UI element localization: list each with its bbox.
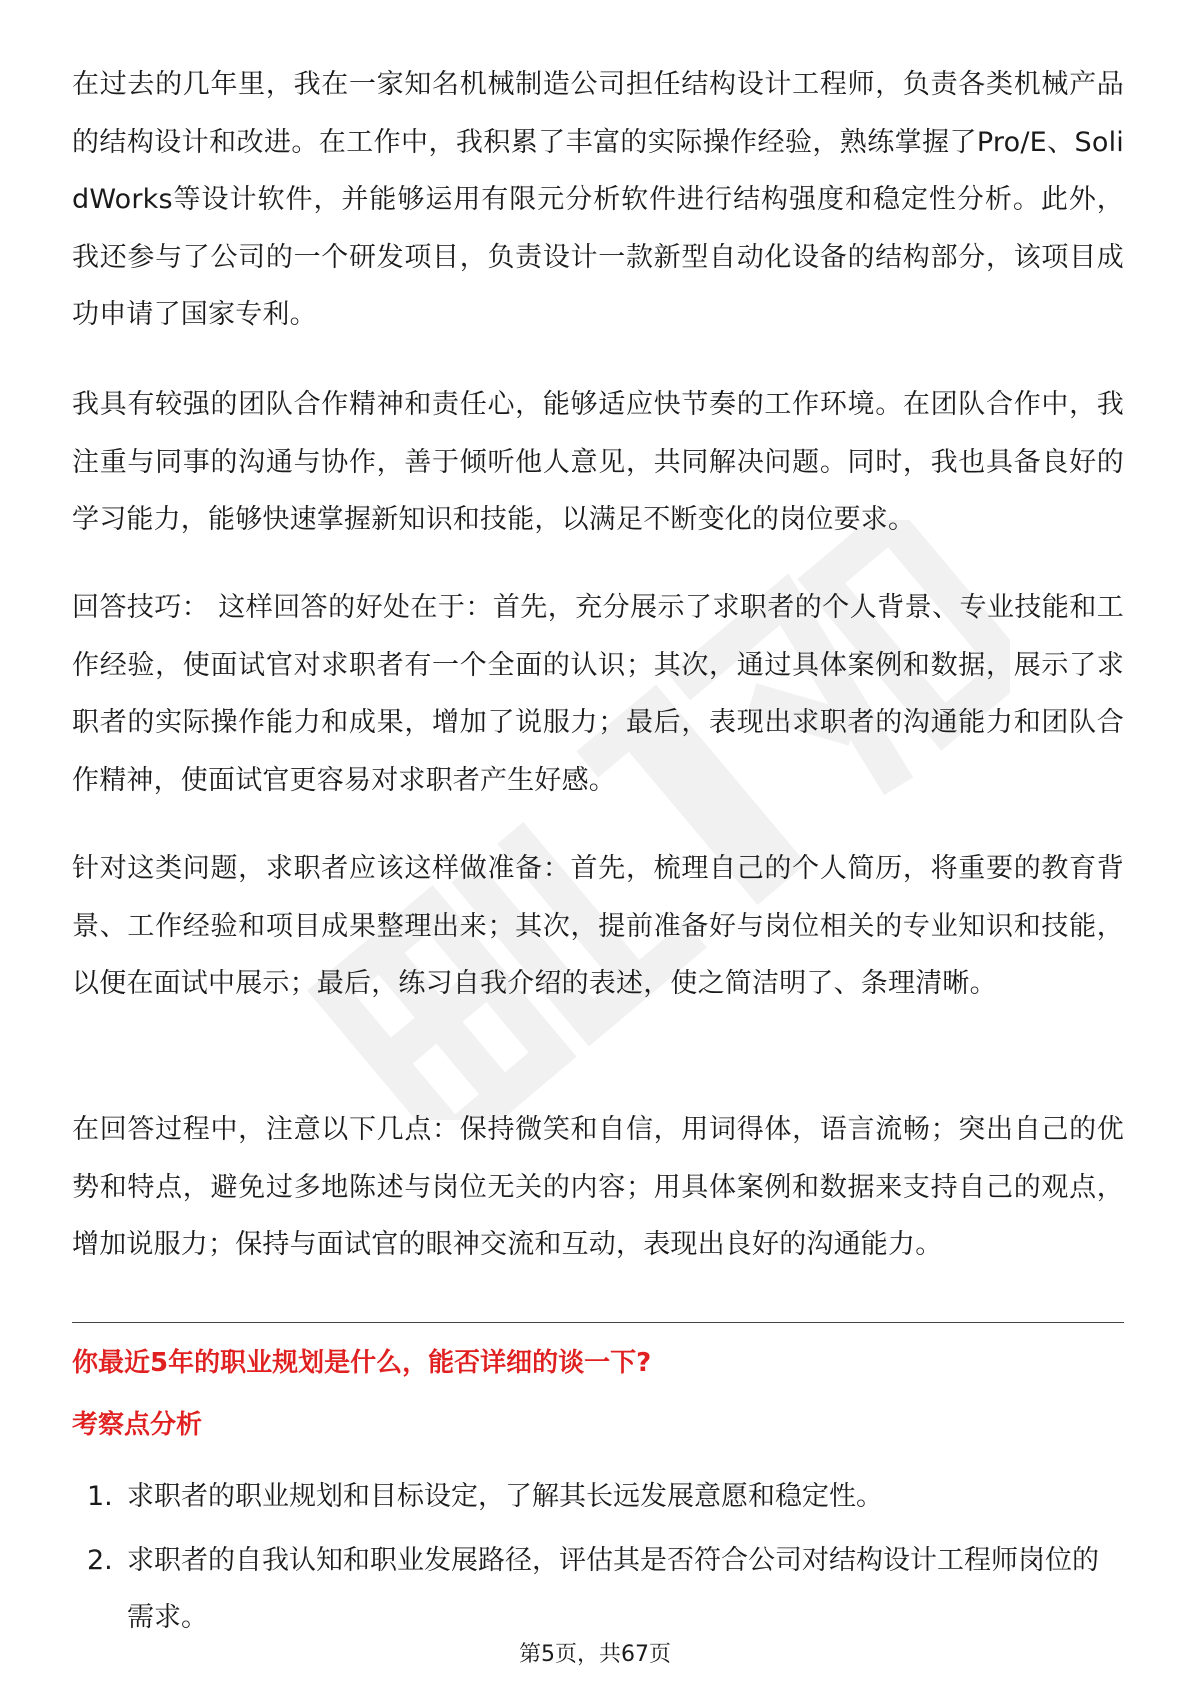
section-divider [72, 1322, 1124, 1323]
list-item-number: 2. [87, 1545, 113, 1576]
list-item [72, 1468, 1124, 1525]
analysis-list [72, 1468, 1124, 1653]
paragraph-teamwork: 我具有较强的团队合作精神和责任心，能够适应快节奏的工作环境。在团队合作中，我注重与同事的沟通与协作，善于倾听他人意见，共同解决问题。同时，我也具备良好的学习能力，能够快速掌握新知识和技能，以满足不断变化的岗位要求。 [72, 389, 1124, 535]
list-item-text: 求职者的自我认知和职业发展路径，评估其是否符合公司对结构设计工程师岗位的需求。 [127, 1545, 1099, 1633]
list-item [72, 1532, 1124, 1646]
paragraph-experience: 在过去的几年里，我在一家知名机械制造公司担任结构设计工程师，负责各类机械产品的结构设计和改进。在工作中，我积累了丰富的实际操作经验，熟练掌握了Pro/E、SolidWorks等设计软件，并能够运用有限元分析软件进行结构强度和稳定性分析。此外，我还参与了公司的一个研发项目，负责设计一款新型自动化设备的结构部分，该项目成功申请了国家专利。 [72, 69, 1124, 330]
list-item-text: 求职者的职业规划和目标设定，了解其长远发展意愿和稳定性。 [127, 1481, 883, 1512]
list-item-number: 1. [87, 1481, 113, 1512]
analysis-heading: 考察点分析 [72, 1410, 203, 1440]
paragraph-preparation: 针对这类问题，求职者应该这样做准备：首先，梳理自己的个人简历，将重要的教育背景、工作经验和项目成果整理出来；其次，提前准备好与岗位相关的专业知识和技能，以便在面试中展示；最后，练习自我介绍的表述，使之简洁明了、条理清晰。 [72, 853, 1124, 999]
page-number: 第5页，共67页 [519, 1642, 671, 1667]
paragraph-answer-tips: 回答技巧： 这样回答的好处在于：首先，充分展示了求职者的个人背景、专业技能和工作经验，使面试官对求职者有一个全面的认识；其次，通过具体案例和数据，展示了求职者的实际操作能力和成果，增加了说服力；最后，表现出求职者的沟通能力和团队合作精神，使面试官更容易对求职者产生好感。 [72, 592, 1124, 796]
interview-question: 你最近5年的职业规划是什么，能否详细的谈一下? [72, 1348, 652, 1378]
paragraph-notes: 在回答过程中，注意以下几点：保持微笑和自信，用词得体，语言流畅；突出自己的优势和特点，避免过多地陈述与岗位无关的内容；用具体案例和数据来支持自己的观点，增加说服力；保持与面试官的眼神交流和互动，表现出良好的沟通能力。 [72, 1114, 1124, 1260]
